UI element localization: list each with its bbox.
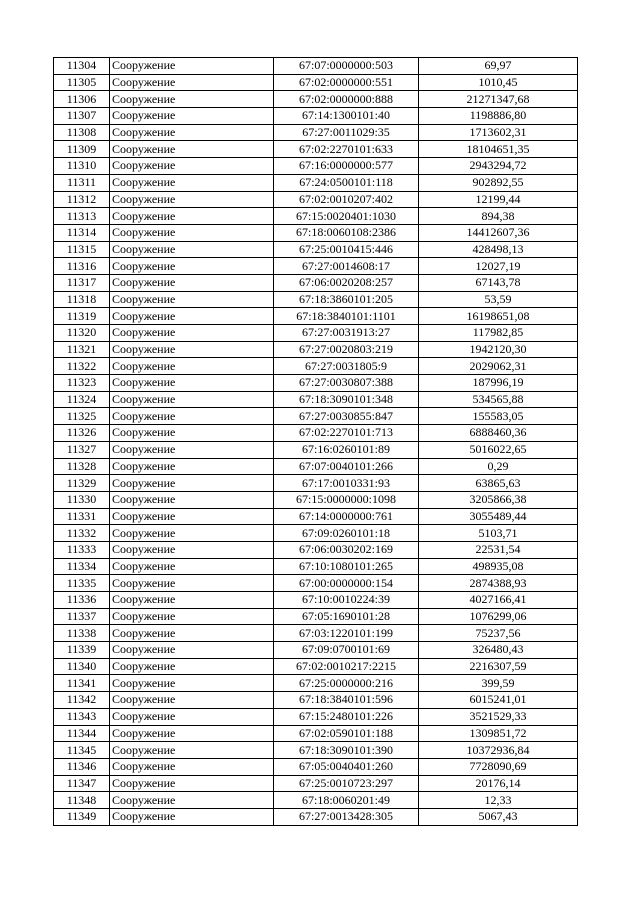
value-cell: 1713602,31 xyxy=(419,124,578,141)
table-row xyxy=(54,158,578,175)
cadastral-number-cell: 67:16:0260101:89 xyxy=(274,441,419,458)
row-number-cell: 11318 xyxy=(54,291,110,308)
object-type-cell: Сооружение xyxy=(110,425,274,442)
table-row xyxy=(54,491,578,508)
table-row xyxy=(54,808,578,825)
cadastral-number-cell: 67:06:0020208:257 xyxy=(274,274,419,291)
value-cell: 16198651,08 xyxy=(419,308,578,325)
cadastral-number-cell: 67:02:0000000:888 xyxy=(274,91,419,108)
cadastral-number-cell: 67:06:0030202:169 xyxy=(274,541,419,558)
row-number-cell: 11309 xyxy=(54,141,110,158)
table-row xyxy=(54,341,578,358)
value-cell: 498935,08 xyxy=(419,558,578,575)
object-type-cell: Сооружение xyxy=(110,675,274,692)
value-cell: 187996,19 xyxy=(419,375,578,392)
table-row xyxy=(54,725,578,742)
row-number-cell: 11336 xyxy=(54,592,110,609)
cadastral-number-cell: 67:16:0000000:577 xyxy=(274,158,419,175)
cadastral-number-cell: 67:02:0000000:551 xyxy=(274,74,419,91)
table-row xyxy=(54,541,578,558)
table-row xyxy=(54,458,578,475)
object-type-cell: Сооружение xyxy=(110,608,274,625)
cadastral-number-cell: 67:27:0011029:35 xyxy=(274,124,419,141)
object-type-cell: Сооружение xyxy=(110,658,274,675)
row-number-cell: 11328 xyxy=(54,458,110,475)
table-row xyxy=(54,141,578,158)
cadastral-number-cell: 67:27:0014608:17 xyxy=(274,258,419,275)
value-cell: 69,97 xyxy=(419,58,578,75)
table-row xyxy=(54,642,578,659)
object-type-cell: Сооружение xyxy=(110,358,274,375)
table-row xyxy=(54,241,578,258)
row-number-cell: 11325 xyxy=(54,408,110,425)
table-row xyxy=(54,625,578,642)
table-row xyxy=(54,391,578,408)
table-row xyxy=(54,74,578,91)
cadastral-number-cell: 67:10:0010224:39 xyxy=(274,592,419,609)
cadastral-number-cell: 67:05:0040401:260 xyxy=(274,758,419,775)
cadastral-number-cell: 67:15:0020401:1030 xyxy=(274,208,419,225)
table-row xyxy=(54,108,578,125)
value-cell: 155583,05 xyxy=(419,408,578,425)
table-row xyxy=(54,91,578,108)
object-type-cell: Сооружение xyxy=(110,592,274,609)
table-row xyxy=(54,308,578,325)
cadastral-number-cell: 67:27:0013428:305 xyxy=(274,808,419,825)
table-row xyxy=(54,425,578,442)
row-number-cell: 11306 xyxy=(54,91,110,108)
cadastral-number-cell: 67:27:0031805:9 xyxy=(274,358,419,375)
row-number-cell: 11339 xyxy=(54,642,110,659)
row-number-cell: 11314 xyxy=(54,224,110,241)
cadastral-number-cell: 67:25:0010415:446 xyxy=(274,241,419,258)
row-number-cell: 11332 xyxy=(54,525,110,542)
row-number-cell: 11316 xyxy=(54,258,110,275)
table-row xyxy=(54,291,578,308)
cadastral-number-cell: 67:02:0590101:188 xyxy=(274,725,419,742)
value-cell: 6015241,01 xyxy=(419,692,578,709)
row-number-cell: 11329 xyxy=(54,475,110,492)
object-type-cell: Сооружение xyxy=(110,308,274,325)
cadastral-number-cell: 67:14:1300101:40 xyxy=(274,108,419,125)
row-number-cell: 11304 xyxy=(54,58,110,75)
row-number-cell: 11310 xyxy=(54,158,110,175)
object-type-cell: Сооружение xyxy=(110,458,274,475)
row-number-cell: 11345 xyxy=(54,742,110,759)
value-cell: 10372936,84 xyxy=(419,742,578,759)
table-row xyxy=(54,792,578,809)
row-number-cell: 11341 xyxy=(54,675,110,692)
table-row xyxy=(54,508,578,525)
object-type-cell: Сооружение xyxy=(110,808,274,825)
table-row xyxy=(54,742,578,759)
row-number-cell: 11315 xyxy=(54,241,110,258)
table-row xyxy=(54,375,578,392)
object-type-cell: Сооружение xyxy=(110,725,274,742)
cadastral-number-cell: 67:18:3090101:348 xyxy=(274,391,419,408)
object-type-cell: Сооружение xyxy=(110,758,274,775)
value-cell: 75237,56 xyxy=(419,625,578,642)
object-type-cell: Сооружение xyxy=(110,491,274,508)
object-type-cell: Сооружение xyxy=(110,541,274,558)
value-cell: 21271347,68 xyxy=(419,91,578,108)
cadastral-number-cell: 67:02:2270101:713 xyxy=(274,425,419,442)
row-number-cell: 11346 xyxy=(54,758,110,775)
row-number-cell: 11335 xyxy=(54,575,110,592)
value-cell: 2029062,31 xyxy=(419,358,578,375)
row-number-cell: 11342 xyxy=(54,692,110,709)
object-type-cell: Сооружение xyxy=(110,274,274,291)
object-type-cell: Сооружение xyxy=(110,341,274,358)
value-cell: 1309851,72 xyxy=(419,725,578,742)
value-cell: 894,38 xyxy=(419,208,578,225)
object-type-cell: Сооружение xyxy=(110,241,274,258)
cadastral-number-cell: 67:18:3090101:390 xyxy=(274,742,419,759)
cadastral-number-cell: 67:25:0010723:297 xyxy=(274,775,419,792)
table-row xyxy=(54,475,578,492)
cadastral-number-cell: 67:18:0060201:49 xyxy=(274,792,419,809)
value-cell: 902892,55 xyxy=(419,174,578,191)
value-cell: 326480,43 xyxy=(419,642,578,659)
object-type-cell: Сооружение xyxy=(110,441,274,458)
row-number-cell: 11305 xyxy=(54,74,110,91)
cadastral-number-cell: 67:00:0000000:154 xyxy=(274,575,419,592)
object-type-cell: Сооружение xyxy=(110,91,274,108)
cadastral-number-cell: 67:14:0000000:761 xyxy=(274,508,419,525)
row-number-cell: 11344 xyxy=(54,725,110,742)
object-type-cell: Сооружение xyxy=(110,775,274,792)
row-number-cell: 11331 xyxy=(54,508,110,525)
table-row xyxy=(54,358,578,375)
value-cell: 2216307,59 xyxy=(419,658,578,675)
row-number-cell: 11312 xyxy=(54,191,110,208)
value-cell: 12199,44 xyxy=(419,191,578,208)
cadastral-number-cell: 67:27:0030855:847 xyxy=(274,408,419,425)
cadastral-number-cell: 67:07:0040101:266 xyxy=(274,458,419,475)
object-type-cell: Сооружение xyxy=(110,224,274,241)
object-type-cell: Сооружение xyxy=(110,191,274,208)
row-number-cell: 11322 xyxy=(54,358,110,375)
cadastral-number-cell: 67:18:0060108:2386 xyxy=(274,224,419,241)
object-type-cell: Сооружение xyxy=(110,208,274,225)
value-cell: 1198886,80 xyxy=(419,108,578,125)
row-number-cell: 11327 xyxy=(54,441,110,458)
object-type-cell: Сооружение xyxy=(110,708,274,725)
row-number-cell: 11343 xyxy=(54,708,110,725)
table-row xyxy=(54,441,578,458)
table-row xyxy=(54,558,578,575)
object-type-cell: Сооружение xyxy=(110,124,274,141)
cadastral-number-cell: 67:02:2270101:633 xyxy=(274,141,419,158)
table-row xyxy=(54,592,578,609)
value-cell: 534565,88 xyxy=(419,391,578,408)
table-row xyxy=(54,775,578,792)
row-number-cell: 11334 xyxy=(54,558,110,575)
cadastral-number-cell: 67:15:2480101:226 xyxy=(274,708,419,725)
cadastral-number-cell: 67:05:1690101:28 xyxy=(274,608,419,625)
value-cell: 2874388,93 xyxy=(419,575,578,592)
cadastral-number-cell: 67:24:0500101:118 xyxy=(274,174,419,191)
row-number-cell: 11348 xyxy=(54,792,110,809)
object-type-cell: Сооружение xyxy=(110,58,274,75)
value-cell: 3205866,38 xyxy=(419,491,578,508)
value-cell: 5016022,65 xyxy=(419,441,578,458)
cadastral-number-cell: 67:09:0700101:69 xyxy=(274,642,419,659)
value-cell: 6888460,36 xyxy=(419,425,578,442)
value-cell: 3055489,44 xyxy=(419,508,578,525)
row-number-cell: 11308 xyxy=(54,124,110,141)
row-number-cell: 11337 xyxy=(54,608,110,625)
value-cell: 4027166,41 xyxy=(419,592,578,609)
row-number-cell: 11338 xyxy=(54,625,110,642)
object-type-cell: Сооружение xyxy=(110,642,274,659)
table-row xyxy=(54,174,578,191)
table-row xyxy=(54,325,578,342)
cadastral-number-cell: 67:07:0000000:503 xyxy=(274,58,419,75)
table-row xyxy=(54,191,578,208)
cadastral-number-cell: 67:25:0000000:216 xyxy=(274,675,419,692)
table-row xyxy=(54,224,578,241)
row-number-cell: 11347 xyxy=(54,775,110,792)
table-row xyxy=(54,675,578,692)
row-number-cell: 11326 xyxy=(54,425,110,442)
object-type-cell: Сооружение xyxy=(110,174,274,191)
value-cell: 428498,13 xyxy=(419,241,578,258)
row-number-cell: 11330 xyxy=(54,491,110,508)
table-row xyxy=(54,58,578,75)
object-type-cell: Сооружение xyxy=(110,408,274,425)
row-number-cell: 11323 xyxy=(54,375,110,392)
value-cell: 1076299,06 xyxy=(419,608,578,625)
row-number-cell: 11313 xyxy=(54,208,110,225)
row-number-cell: 11320 xyxy=(54,325,110,342)
cadastral-number-cell: 67:18:3840101:1101 xyxy=(274,308,419,325)
value-cell: 12027,19 xyxy=(419,258,578,275)
object-type-cell: Сооружение xyxy=(110,525,274,542)
table-row xyxy=(54,208,578,225)
cadastral-number-cell: 67:18:3860101:205 xyxy=(274,291,419,308)
value-cell: 20176,14 xyxy=(419,775,578,792)
cadastral-number-cell: 67:03:1220101:199 xyxy=(274,625,419,642)
value-cell: 3521529,33 xyxy=(419,708,578,725)
registry-table-body xyxy=(54,58,578,826)
object-type-cell: Сооружение xyxy=(110,625,274,642)
row-number-cell: 11324 xyxy=(54,391,110,408)
value-cell: 67143,78 xyxy=(419,274,578,291)
row-number-cell: 11321 xyxy=(54,341,110,358)
table-row xyxy=(54,258,578,275)
row-number-cell: 11333 xyxy=(54,541,110,558)
value-cell: 14412607,36 xyxy=(419,224,578,241)
table-row xyxy=(54,708,578,725)
cadastral-number-cell: 67:10:1080101:265 xyxy=(274,558,419,575)
object-type-cell: Сооружение xyxy=(110,792,274,809)
value-cell: 0,29 xyxy=(419,458,578,475)
cadastral-number-cell: 67:27:0020803:219 xyxy=(274,341,419,358)
object-type-cell: Сооружение xyxy=(110,325,274,342)
value-cell: 53,59 xyxy=(419,291,578,308)
cadastral-number-cell: 67:18:3840101:596 xyxy=(274,692,419,709)
cadastral-number-cell: 67:02:0010207:402 xyxy=(274,191,419,208)
table-row xyxy=(54,658,578,675)
cadastral-number-cell: 67:17:0010331:93 xyxy=(274,475,419,492)
row-number-cell: 11349 xyxy=(54,808,110,825)
object-type-cell: Сооружение xyxy=(110,291,274,308)
object-type-cell: Сооружение xyxy=(110,558,274,575)
table-row xyxy=(54,608,578,625)
object-type-cell: Сооружение xyxy=(110,692,274,709)
cadastral-number-cell: 67:09:0260101:18 xyxy=(274,525,419,542)
cadastral-number-cell: 67:27:0031913:27 xyxy=(274,325,419,342)
value-cell: 1010,45 xyxy=(419,74,578,91)
object-type-cell: Сооружение xyxy=(110,158,274,175)
table-row xyxy=(54,758,578,775)
value-cell: 12,33 xyxy=(419,792,578,809)
value-cell: 5067,43 xyxy=(419,808,578,825)
row-number-cell: 11311 xyxy=(54,174,110,191)
object-type-cell: Сооружение xyxy=(110,475,274,492)
row-number-cell: 11340 xyxy=(54,658,110,675)
row-number-cell: 11319 xyxy=(54,308,110,325)
value-cell: 7728090,69 xyxy=(419,758,578,775)
table-row xyxy=(54,525,578,542)
row-number-cell: 11307 xyxy=(54,108,110,125)
value-cell: 22531,54 xyxy=(419,541,578,558)
object-type-cell: Сооружение xyxy=(110,575,274,592)
table-row xyxy=(54,692,578,709)
object-type-cell: Сооружение xyxy=(110,508,274,525)
value-cell: 1942120,30 xyxy=(419,341,578,358)
object-type-cell: Сооружение xyxy=(110,141,274,158)
value-cell: 399,59 xyxy=(419,675,578,692)
table-row xyxy=(54,124,578,141)
object-type-cell: Сооружение xyxy=(110,108,274,125)
table-row xyxy=(54,408,578,425)
object-type-cell: Сооружение xyxy=(110,258,274,275)
cadastral-number-cell: 67:15:0000000:1098 xyxy=(274,491,419,508)
object-type-cell: Сооружение xyxy=(110,742,274,759)
value-cell: 2943294,72 xyxy=(419,158,578,175)
object-type-cell: Сооружение xyxy=(110,74,274,91)
value-cell: 18104651,35 xyxy=(419,141,578,158)
object-type-cell: Сооружение xyxy=(110,391,274,408)
table-row xyxy=(54,274,578,291)
cadastral-number-cell: 67:02:0010217:2215 xyxy=(274,658,419,675)
object-type-cell: Сооружение xyxy=(110,375,274,392)
value-cell: 63865,63 xyxy=(419,475,578,492)
registry-table xyxy=(53,57,578,826)
row-number-cell: 11317 xyxy=(54,274,110,291)
value-cell: 117982,85 xyxy=(419,325,578,342)
table-row xyxy=(54,575,578,592)
cadastral-number-cell: 67:27:0030807:388 xyxy=(274,375,419,392)
value-cell: 5103,71 xyxy=(419,525,578,542)
